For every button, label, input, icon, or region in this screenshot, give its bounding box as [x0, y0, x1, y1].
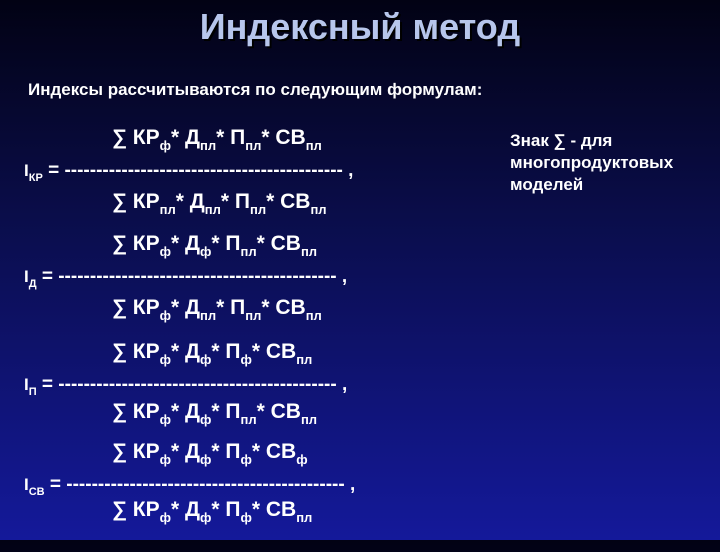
denominator: ∑ КРпл* Дпл* Ппл* СВпл [112, 190, 327, 217]
denominator: ∑ КРф* Дпл* Ппл* СВпл [112, 296, 322, 323]
numerator: ∑ КРф* Дф* Пф* СВпл [112, 340, 313, 367]
formula-id [0, 232, 520, 344]
sum-sign-note: Знак ∑ - для многопродуктовых моделей [510, 131, 674, 194]
intro-text: Индексы рассчитываются по следующим формулам: [28, 80, 483, 99]
numerator: ∑ КРф* Дф* Пф* СВф [112, 440, 308, 467]
denominator: ∑ КРф* Дф* Пф* СВпл [112, 498, 313, 525]
page-title: Индексный метод [199, 6, 521, 47]
index-label: $I_{СВ}$ = -------------------------------------------- , [24, 474, 356, 498]
formula-isv [0, 440, 520, 552]
index-label: $I_{КР}$ = -------------------------------------------- , [24, 160, 354, 184]
formula-ikr [0, 126, 520, 238]
index-label: $I_Д$ = -------------------------------------------- , [24, 266, 348, 290]
formula-ip [0, 340, 520, 452]
numerator: ∑ КРф* Дф* Ппл* СВпл [112, 232, 318, 259]
denominator: ∑ КРф* Дф* Ппл* СВпл [112, 400, 318, 427]
index-label: $I_П$ = -------------------------------------------- , [24, 374, 348, 398]
numerator: ∑ КРф* Дпл* Ппл* СВпл [112, 126, 322, 153]
